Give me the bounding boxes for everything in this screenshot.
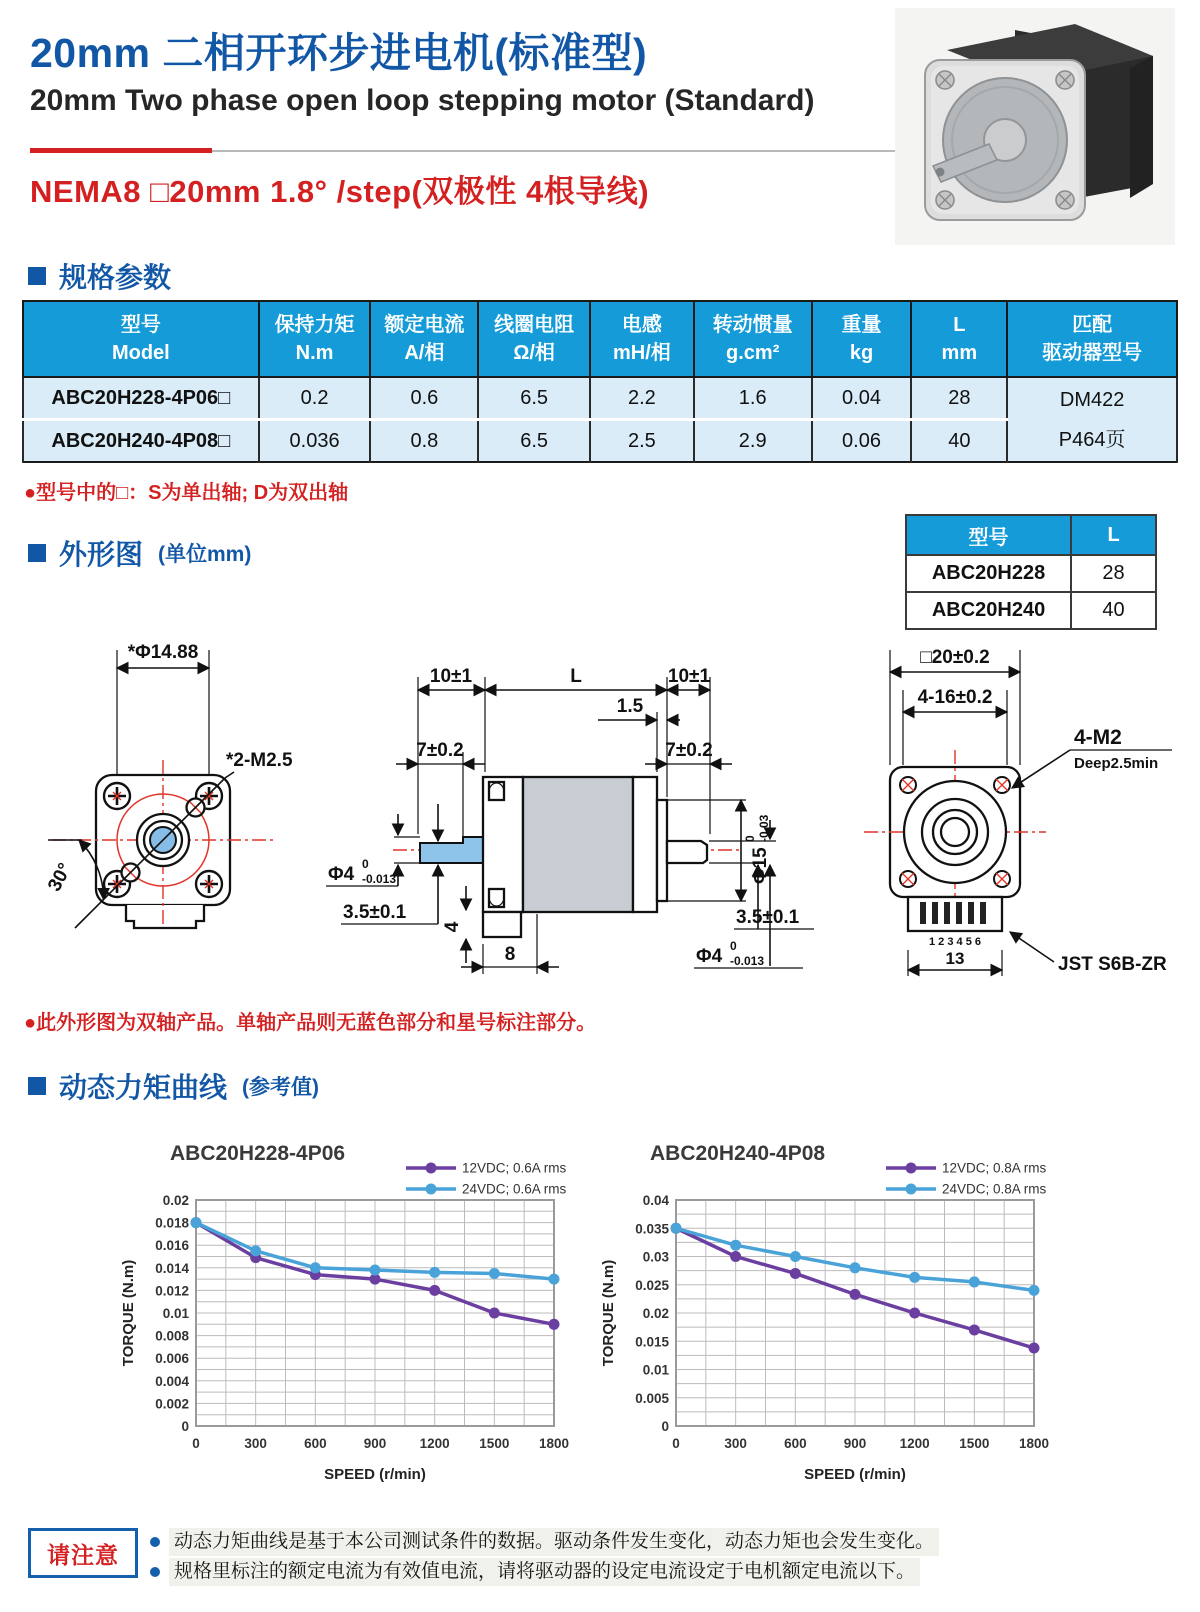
spec-value-cell: 2.9 [694,420,812,463]
model-suffix-note: ●型号中的□：S为单出轴; D为双出轴 [24,482,349,504]
spec-value-cell: 6.5 [478,377,590,420]
spec-value-cell: 0.04 [812,377,912,420]
svg-text:ABC20H228-4P06: ABC20H228-4P06 [170,1142,346,1165]
torque-chart-abc20h240 [598,1134,1068,1491]
svg-text:12VDC; 0.8A rms: 12VDC; 0.8A rms [942,1160,1047,1176]
svg-text:0.008: 0.008 [155,1328,189,1344]
spec-value-cell: 28 [911,377,1007,420]
spec-value-cell: 1.6 [694,377,812,420]
outline-note: ●此外形图为双轴产品。单轴产品则无蓝色部分和星号标注部分。 [24,1012,597,1034]
svg-text:24VDC; 0.6A rms: 24VDC; 0.6A rms [462,1181,567,1197]
section-torque-ref: (参考值) [242,1076,320,1099]
header-divider-red [30,148,212,153]
svg-text:SPEED (r/min): SPEED (r/min) [804,1466,906,1483]
svg-text:1200: 1200 [419,1436,450,1451]
spec-table [22,300,1178,463]
svg-text:0.018: 0.018 [155,1215,189,1231]
spec-table-header-cell: 线圈电阻 Ω/相 [478,301,590,377]
rear-screw-label: 4-M2 [1074,726,1122,749]
spec-model-cell: ABC20H228-4P06□ [23,377,259,420]
spec-table-header-cell: 转动惯量 g.cm² [694,301,812,377]
svg-text:300: 300 [244,1436,267,1451]
torque-chart-svg [118,1134,588,1486]
spec-table-header-cell: 匹配 驱动器型号 [1007,301,1177,377]
spec-value-cell: 0.036 [259,420,371,463]
bullet-dot-icon [150,1567,160,1577]
dim-flat-depth-left: 3.5±0.1 [343,902,407,923]
dim-body-length: L [570,666,582,687]
pin-numbers: 1 2 3 4 5 6 [929,936,981,948]
torque-chart-svg [598,1134,1068,1486]
dim-connector-width: 13 [945,949,965,968]
dim-flat-right: 7±0.2 [665,740,713,761]
dim-pilot-length: 8 [504,944,516,965]
size-table [905,514,1157,630]
svg-text:300: 300 [724,1436,747,1451]
dim-rear-shaft: 10±1 [667,666,711,687]
spec-table-head [23,301,1177,377]
svg-text:0.016: 0.016 [155,1238,189,1254]
dim-shaft-tol-bot-r: -0.013 [730,954,765,968]
svg-text:1200: 1200 [899,1436,930,1451]
svg-text:0.012: 0.012 [155,1283,189,1299]
svg-text:900: 900 [843,1436,867,1451]
spec-value-cell: 0.06 [812,420,912,463]
size-model-cell: ABC20H228 [906,555,1071,592]
svg-text:SPEED (r/min): SPEED (r/min) [324,1466,426,1483]
dim-front-shaft: 10±1 [429,666,473,687]
svg-text:0.004: 0.004 [155,1373,189,1389]
section-torque-title: 动态力矩曲线 [59,1072,228,1103]
angle-label: 30° [44,859,77,896]
size-table-body [906,555,1156,629]
svg-text:0.015: 0.015 [635,1334,669,1350]
dim-shaft-tol-top: 0 [362,857,369,871]
svg-text:0: 0 [661,1419,669,1434]
spec-driver-cell: DM422 P464页 [1007,377,1177,462]
spec-value-cell: 2.2 [590,377,694,420]
spec-table-header-cell: 额定电流 A/相 [370,301,478,377]
attention-label: 请注意 [47,1541,119,1568]
svg-text:ABC20H240-4P08: ABC20H240-4P08 [650,1142,826,1165]
section-specs-title: 规格参数 [59,262,172,293]
svg-text:0.01: 0.01 [162,1306,189,1321]
dim-pilot-tol-bot: -0.03 [757,814,771,842]
connector-type-label: JST S6B-ZR [1058,954,1167,975]
svg-text:1500: 1500 [959,1436,990,1451]
section-outline-title: 外形图 [59,539,144,570]
svg-text:0: 0 [192,1436,200,1451]
svg-text:TORQUE (N.m): TORQUE (N.m) [120,1259,137,1367]
spec-value-cell: 0.6 [370,377,478,420]
svg-text:0.02: 0.02 [642,1306,669,1321]
spec-model-cell: ABC20H240-4P08□ [23,420,259,463]
footer-note-text: 规格里标注的额定电流为有效值电流，请将驱动器的设定电流设定于电机额定电流以下。 [169,1558,920,1586]
dim-shaft-dia-left: Φ4 [328,864,355,885]
svg-text:12VDC; 0.6A rms: 12VDC; 0.6A rms [462,1160,567,1176]
section-marker-icon [28,267,46,285]
bullet-dot-icon [150,1537,160,1547]
spec-value-cell: 40 [911,420,1007,463]
svg-text:600: 600 [304,1436,327,1451]
svg-text:900: 900 [363,1436,387,1451]
size-value-cell: 40 [1071,592,1156,629]
outline-drawing-rear-view [842,632,1187,989]
dim-hole-spacing: 4-16±0.2 [917,687,993,708]
spec-value-cell: 0.8 [370,420,478,463]
section-marker-icon [28,1077,46,1095]
dim-flat-left: 7±0.2 [416,740,464,761]
svg-text:0.005: 0.005 [635,1390,669,1406]
dim-boss-protrusion: 1.5 [616,696,644,717]
product-photo [895,8,1175,245]
screw-callout-label: *2-M2.5 [226,750,293,771]
spec-table-header-cell: 电感 mH/相 [590,301,694,377]
svg-text:0.025: 0.025 [635,1277,669,1293]
section-specs [28,256,171,296]
svg-text:0.035: 0.035 [635,1221,669,1237]
spec-value-cell: 6.5 [478,420,590,463]
dim-pilot-tol-top: 0 [743,835,757,842]
size-table-header-cell: L [1071,515,1156,555]
spec-value-cell: 2.5 [590,420,694,463]
size-value-cell: 28 [1071,555,1156,592]
svg-text:0.014: 0.014 [155,1260,189,1276]
svg-text:0.04: 0.04 [642,1193,669,1208]
spec-table-header-cell: 型号 Model [23,301,259,377]
page-subtitle: 20mm Two phase open loop stepping motor (Standard) [30,84,815,117]
motor-photo-illustration [895,8,1175,245]
section-outline [28,533,251,573]
svg-text:0.002: 0.002 [155,1396,189,1412]
footer-note-line [150,1528,1170,1556]
spec-value-cell: 0.2 [259,377,371,420]
dim-shaft-boss-label: *Φ14.88 [127,642,199,663]
svg-text:1500: 1500 [479,1436,510,1451]
svg-text:0.02: 0.02 [162,1193,189,1208]
footer-notes [150,1528,1170,1586]
size-model-cell: ABC20H240 [906,592,1071,629]
spec-table-header-cell: L mm [911,301,1007,377]
dim-shaft-tol-top-r: 0 [730,939,737,953]
section-marker-icon [28,544,46,562]
svg-text:0.03: 0.03 [642,1249,669,1265]
dim-pilot-dia: Φ15 [750,847,771,884]
dim-square-size: □20±0.2 [920,647,990,668]
page-title: 20mm 二相开环步进电机(标准型) [30,30,648,76]
svg-text:24VDC; 0.8A rms: 24VDC; 0.8A rms [942,1181,1047,1197]
svg-text:0.006: 0.006 [155,1351,189,1367]
footer-note-line [150,1558,1170,1586]
dim-flat-depth-right: 3.5±0.1 [736,907,800,928]
rear-screw-depth-label: Deep2.5min [1074,755,1159,772]
svg-text:0: 0 [181,1419,189,1434]
svg-text:1800: 1800 [1018,1436,1050,1451]
section-outline-unit: (单位mm) [158,543,252,566]
svg-text:0.01: 0.01 [642,1362,669,1378]
svg-text:1800: 1800 [538,1436,570,1451]
spec-table-header-cell: 保持力矩 N.m [259,301,371,377]
size-table-header-cell: 型号 [906,515,1071,555]
attention-box [28,1528,138,1578]
footer-note-text: 动态力矩曲线是基于本公司测试条件的数据。驱动条件发生变化，动态力矩也会发生变化。 [169,1528,939,1556]
spec-table-header-cell: 重量 kg [812,301,912,377]
dim-shaft-tol-bot: -0.013 [362,872,397,886]
svg-text:0: 0 [672,1436,680,1451]
size-table-head [906,515,1156,555]
section-torque [28,1066,319,1106]
torque-chart-abc20h228 [118,1134,588,1491]
spec-table-body [23,377,1177,462]
outline-drawing-front-view [18,628,318,993]
nema-spec-line: NEMA8 □20mm 1.8° /step(双极性 4根导线) [30,174,650,209]
svg-text:600: 600 [784,1436,807,1451]
dim-shaft-dia-right: Φ4 [696,946,723,967]
outline-drawing-side-view [298,622,818,1007]
dim-tab-depth: 4 [442,921,463,933]
svg-text:TORQUE (N.m): TORQUE (N.m) [600,1259,617,1367]
